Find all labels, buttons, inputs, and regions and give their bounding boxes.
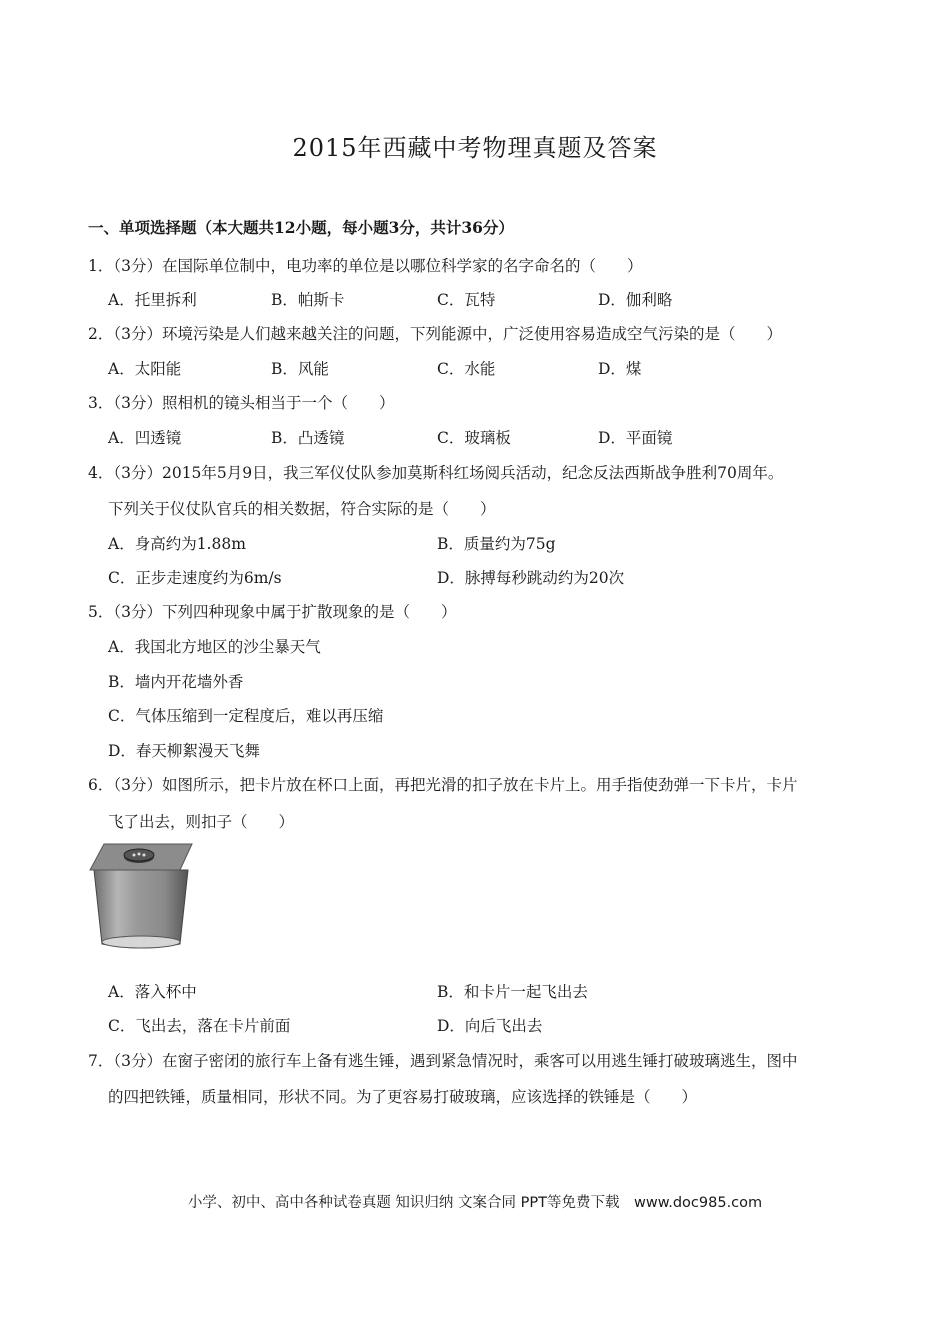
question-4-option-a: A．身高约为1.88m [108,535,246,553]
question-4-option-c: C．正步走速度约为6m/s [108,569,282,587]
question-6-stem: 6．（3分）如图所示，把卡片放在杯口上面，再把光滑的扣子放在卡片上。用手指使劲弹一下卡片，卡片 [88,776,798,794]
page-title: 2015年西藏中考物理真题及答案 [292,134,658,162]
question-5-option-a: A．我国北方地区的沙尘暴天气 [108,638,321,656]
question-6-option-b: B．和卡片一起飞出去 [437,983,588,1001]
question-1-option-d: D．伽利略 [598,291,673,309]
question-3-option-d: D．平面镜 [598,429,673,447]
page-footer: 小学、初中、高中各种试卷真题 知识归纳 文案合同 PPT等免费下载 www.doc985.com [187,1195,763,1211]
question-2-option-d: D．煤 [598,360,642,378]
question-4-stem-line2: 下列关于仪仗队官兵的相关数据，符合实际的是（ ） [108,500,496,518]
question-6-option-a: A．落入杯中 [108,983,197,1001]
question-7-stem-line2: 的四把铁锤，质量相同，形状不同。为了更容易打破玻璃，应该选择的铁锤是（ ） [108,1088,698,1106]
question-1-option-b: B．帕斯卡 [271,291,345,309]
question-4-option-b: B．质量约为75g [437,535,556,553]
question-4-option-d: D．脉搏每秒跳动约为20次 [437,569,625,587]
question-2-stem: 2．（3分）环境污染是人们越来越关注的问题，下列能源中，广泛使用容易造成空气污染的是（ ） [88,325,782,343]
question-1-option-a: A．托里拆利 [108,291,197,309]
question-4-stem: 4．（3分）2015年5月9日，我三军仪仗队参加莫斯科红场阅兵活动，纪念反法西斯战争胜利70周年。 [88,464,784,482]
question-1-option-c: C．瓦特 [437,291,496,309]
question-6-stem-line2: 飞了出去，则扣子（ ） [108,813,295,831]
question-3-option-c: C．玻璃板 [437,429,511,447]
question-2-option-b: B．风能 [271,360,329,378]
question-3-stem: 3．（3分）照相机的镜头相当于一个（ ） [88,394,395,412]
question-7-stem: 7．（3分）在窗子密闭的旅行车上备有逃生锤，遇到紧急情况时，乘客可以用逃生锤打破玻璃逃生，图中 [88,1052,798,1070]
question-5-option-c: C．气体压缩到一定程度后，难以再压缩 [108,707,384,725]
question-3-option-b: B．凸透镜 [271,429,345,447]
question-5-stem: 5．（3分）下列四种现象中属于扩散现象的是（ ） [88,603,457,621]
question-2-option-a: A．太阳能 [108,360,182,378]
question-2-option-c: C．水能 [437,360,496,378]
question-5-option-b: B．墙内开花墙外香 [108,673,244,691]
section-heading: 一、单项选择题（本大题共12小题，每小题3分，共计36分） [88,218,514,237]
question-3-option-a: A．凹透镜 [108,429,182,447]
cup-card-button-figure [88,840,194,952]
question-6-option-c: C．飞出去，落在卡片前面 [108,1017,291,1035]
question-5-option-d: D．春天柳絮漫天飞舞 [108,742,260,760]
question-1-stem: 1．（3分）在国际单位制中，电功率的单位是以哪位科学家的名字命名的（ ） [88,257,643,275]
question-6-option-d: D．向后飞出去 [437,1017,543,1035]
